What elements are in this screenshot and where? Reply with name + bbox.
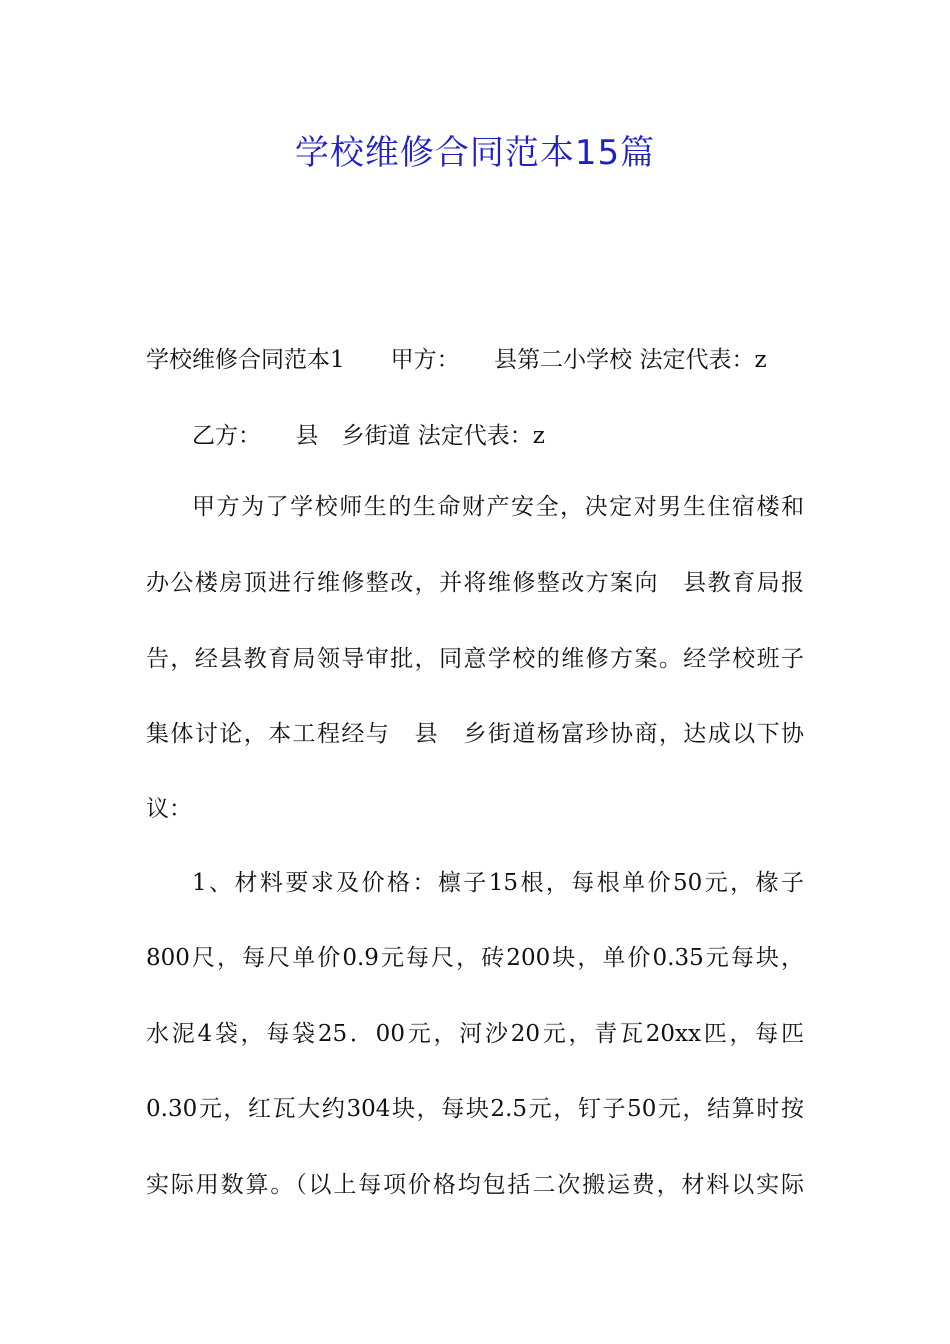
paragraph-line: 800尺，每尺单价0.9元每尺，砖200块，单价0.35元每块， xyxy=(146,945,804,971)
paragraph-line: 告，经县教育局领导审批，同意学校的维修方案。经学校班子 xyxy=(146,646,804,672)
paragraph-line: 0.30元，红瓦大约304块，每块2.5元，钉子50元，结算时按 xyxy=(146,1096,804,1122)
paragraph-line: 集体讨论，本工程经与 县 乡街道杨富珍协商，达成以下协 xyxy=(146,721,804,747)
paragraph-line: 甲方为了学校师生的生命财产安全，决定对男生住宿楼和 xyxy=(192,494,804,520)
contract-header-party-a: 学校维修合同范本1 甲方： 县第二小学校 法定代表：z xyxy=(146,347,767,373)
paragraph-line: 水泥4袋，每袋25．00元，河沙20元，青瓦20xx匹，每匹 xyxy=(146,1021,804,1047)
contract-header-party-b: 乙方： 县 乡街道 法定代表：z xyxy=(192,423,545,449)
paragraph-line: 议： xyxy=(146,796,192,822)
paragraph-line: 实际用数算。（以上每项价格均包括二次搬运费，材料以实际 xyxy=(146,1172,804,1198)
paragraph-line: 1、材料要求及价格：檩子15根，每根单价50元，椽子 xyxy=(192,870,804,896)
document-title: 学校维修合同范本15篇 xyxy=(294,133,656,173)
paragraph-line: 办公楼房顶进行维修整改，并将维修整改方案向 县教育局报 xyxy=(146,570,804,596)
